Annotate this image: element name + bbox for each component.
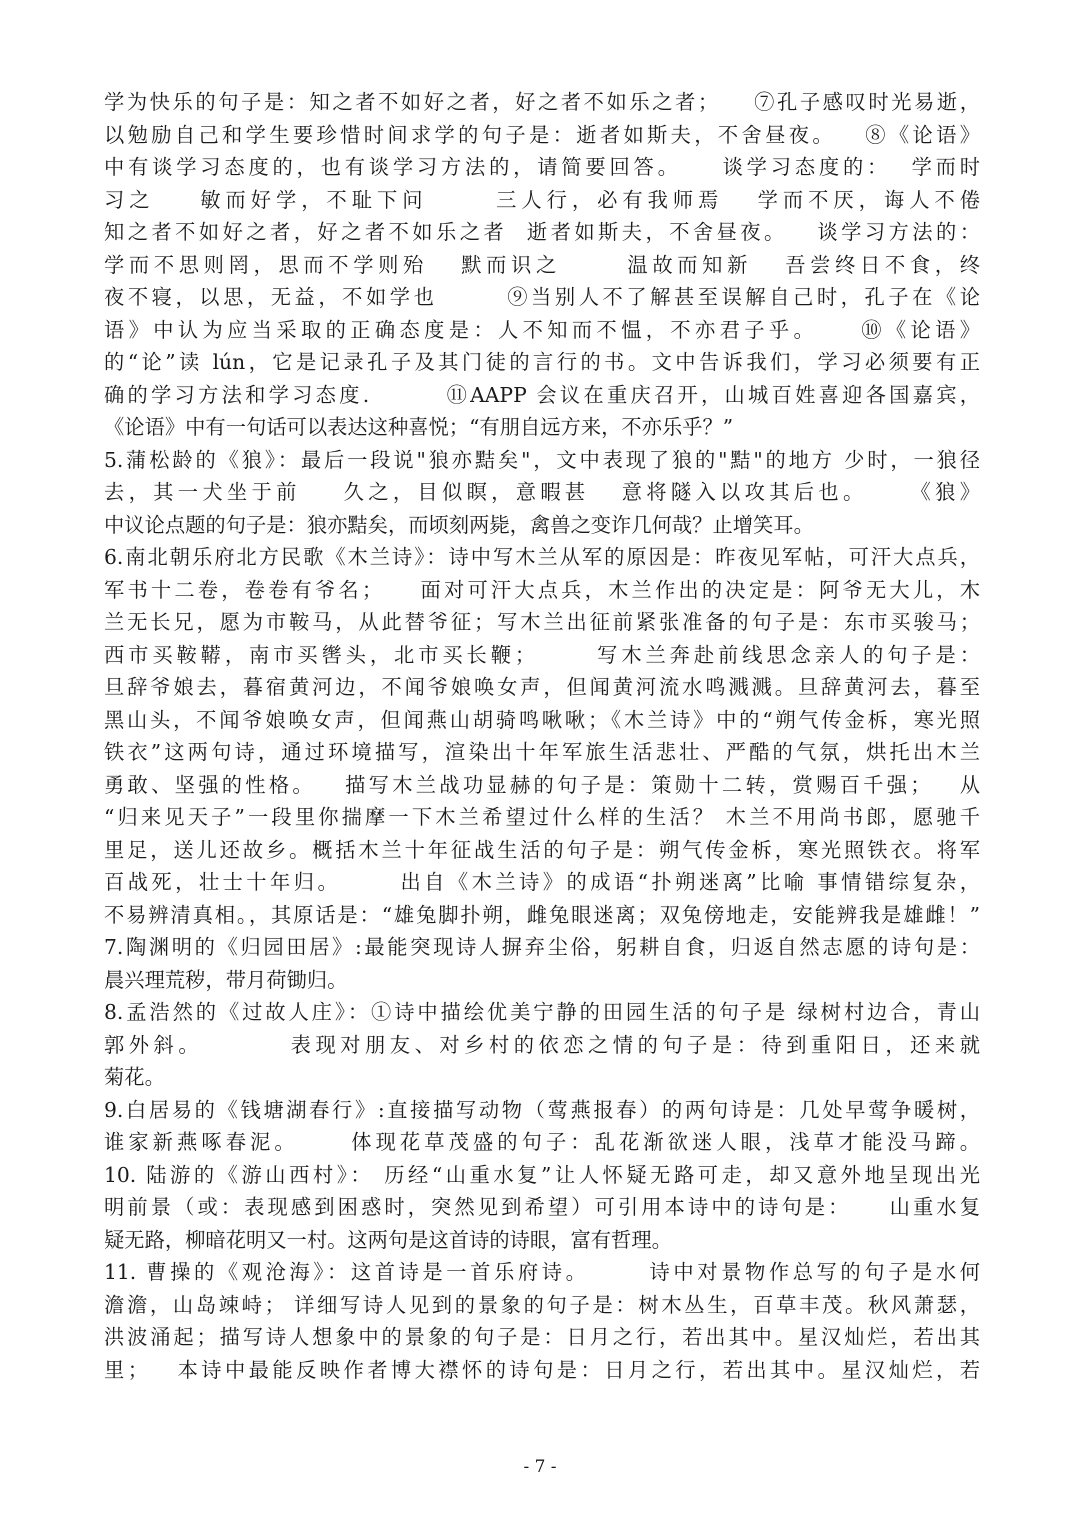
text-line: 中议论点题的句子是：狼亦黠矣，而顷刻两毙，禽兽之变诈几何哉？止增笑耳。 [104, 512, 814, 537]
text-line: 的“论”读 lún，它是记录孔子及其门徒的言行的书。文中告诉我们，学习必须要有正 [104, 350, 980, 374]
text-line: 勇敢、坚强的性格。 描写木兰战功显赫的句子是：策勋十二转，赏赐百千强； 从 [104, 772, 980, 797]
text-line: 学为快乐的句子是：知之者不如好之者，好之者不如乐之者； ⑦孔子感叹时光易逝， [104, 90, 980, 114]
text-line: 夜不寝，以思，无益，不如学也 ⑨当别人不了解甚至误解自己时，孔子在《论 [104, 285, 980, 309]
text-line: “归来见天子”一段里你揣摩一下木兰希望过什么样的生活？ 木兰不用尚书郎，愿驰千 [104, 805, 980, 829]
text-line: 11. 曹操的《观沧海》：这首诗是一首乐府诗。 诗中对景物作总写的句子是水何 [104, 1260, 980, 1284]
text-line: 8.孟浩然的《过故人庄》：①诗中描绘优美宁静的田园生活的句子是 绿树村边合，青山 [104, 1000, 980, 1024]
text-line: 郭外斜。 表现对朋友、对乡村的依恋之情的句子是：待到重阳日，还来就 [104, 1032, 980, 1057]
text-line: 6.南北朝乐府北方民歌《木兰诗》：诗中写木兰从军的原因是：昨夜见军帖，可汗大点兵， [104, 545, 980, 569]
text-line: 菊花。 [104, 1065, 165, 1089]
text-line: 7.陶渊明的《归园田居》:最能突现诗人摒弃尘俗，躬耕自食，归返自然志愿的诗句是： [104, 935, 980, 959]
text-line: 《论语》中有一句话可以表达这种喜悦；“有朋自远方来，不亦乐乎？” [104, 415, 734, 439]
text-line: 5.蒲松龄的《狼》：最后一段说"狼亦黠矣"，文中表现了狼的"黠"的地方 少时，一狼径 [104, 447, 980, 472]
text-line: 铁衣”这两句诗，通过环境描写，渲染出十年军旅生活悲壮、严酷的气氛，烘托出木兰 [104, 740, 980, 764]
text-line: 学而不思则罔，思而不学则殆 默而识之 温故而知新 吾尝终日不食，终 [104, 252, 980, 277]
text-line: 明前景（或：表现感到困惑时，突然见到希望）可引用本诗中的诗句是： 山重水复 [104, 1195, 980, 1219]
text-line: 以勉励自己和学生要珍惜时间求学的句子是：逝者如斯夫，不舍昼夜。 ⑧《论语》 [104, 122, 980, 147]
text-line: 澹澹，山岛竦峙； 详细写诗人见到的景象的句子是：树木丛生，百草丰茂。秋风萧瑟， [104, 1292, 980, 1317]
text-line: 知之者不如好之者，好之者不如乐之者 逝者如斯夫，不舍昼夜。 谈学习方法的： [104, 220, 980, 244]
text-line: 里足，送儿还故乡。概括木兰十年征战生活的句子是：朔气传金柝，寒光照铁衣。将军 [104, 837, 980, 862]
text-line: 中有谈学习态度的，也有谈学习方法的，请简要回答。 谈学习态度的： 学而时 [104, 155, 980, 179]
text-line: 10. 陆游的《游山西村》： 历经“山重水复”让人怀疑无路可走，却又意外地呈现出光 [104, 1162, 980, 1187]
text-line: 确的学习方法和学习态度. ⑪AAPP 会议在重庆召开，山城百姓喜迎各国嘉宾， [104, 382, 980, 407]
text-line: 不易辨清真相。，其原话是：“雄兔脚扑朔，雌兔眼迷离；双兔傍地走，安能辨我是雄雌！” [104, 902, 980, 927]
text-line: 里； 本诗中最能反映作者博大襟怀的诗句是：日月之行，若出其中。星汉灿烂，若 [104, 1357, 980, 1382]
text-line: 9.白居易的《钱塘湖春行》:直接描写动物（莺燕报春）的两句诗是：几处早莺争暖树， [104, 1097, 980, 1122]
text-line: 语》中认为应当采取的正确态度是：人不知而不愠，不亦君子乎。 ⑩《论语》 [104, 317, 980, 342]
text-line: 西市买鞍鞯，南市买辔头，北市买长鞭； 写木兰奔赴前线思念亲人的句子是： [104, 642, 980, 667]
text-line: 洪波涌起；描写诗人想象中的景象的句子是：日月之行，若出其中。星汉灿烂，若出其 [104, 1325, 980, 1349]
text-line: 军书十二卷，卷卷有爷名； 面对可汗大点兵，木兰作出的决定是：阿爷无大儿，木 [104, 577, 980, 602]
text-line: 旦辞爷娘去，暮宿黄河边，不闻爷娘唤女声，但闻黄河流水鸣溅溅。旦辞黄河去，暮至 [104, 675, 980, 699]
text-line: 疑无路，柳暗花明又一村。这两句是这首诗的诗眼，富有哲理。 [104, 1227, 672, 1252]
text-line: 习之 敏而好学，不耻下问 三人行，必有我师焉 学而不厌，诲人不倦 [104, 187, 980, 212]
text-line: 黑山头，不闻爷娘唤女声，但闻燕山胡骑鸣啾啾；《木兰诗》中的“朔气传金柝，寒光照 [104, 707, 980, 732]
text-line: 谁家新燕啄春泥。 体现花草茂盛的句子：乱花渐欲迷人眼，浅草才能没马蹄。 [104, 1130, 980, 1154]
page-number: - 7 - [523, 1457, 557, 1477]
text-line: 百战死，壮士十年归。 出自《木兰诗》的成语“扑朔迷离”比喻 事情错综复杂， [104, 870, 980, 894]
text-line: 去，其一犬坐于前 久之，目似瞑，意暇甚 意将隧入以攻其后也。 《狼》 [104, 480, 980, 504]
document-body [104, 86, 980, 1386]
text-line: 兰无长兄，愿为市鞍马，从此替爷征；写木兰出征前紧张准备的句子是：东市买骏马； [104, 610, 980, 634]
text-line: 晨兴理荒秽，带月荷锄归。 [104, 967, 348, 992]
